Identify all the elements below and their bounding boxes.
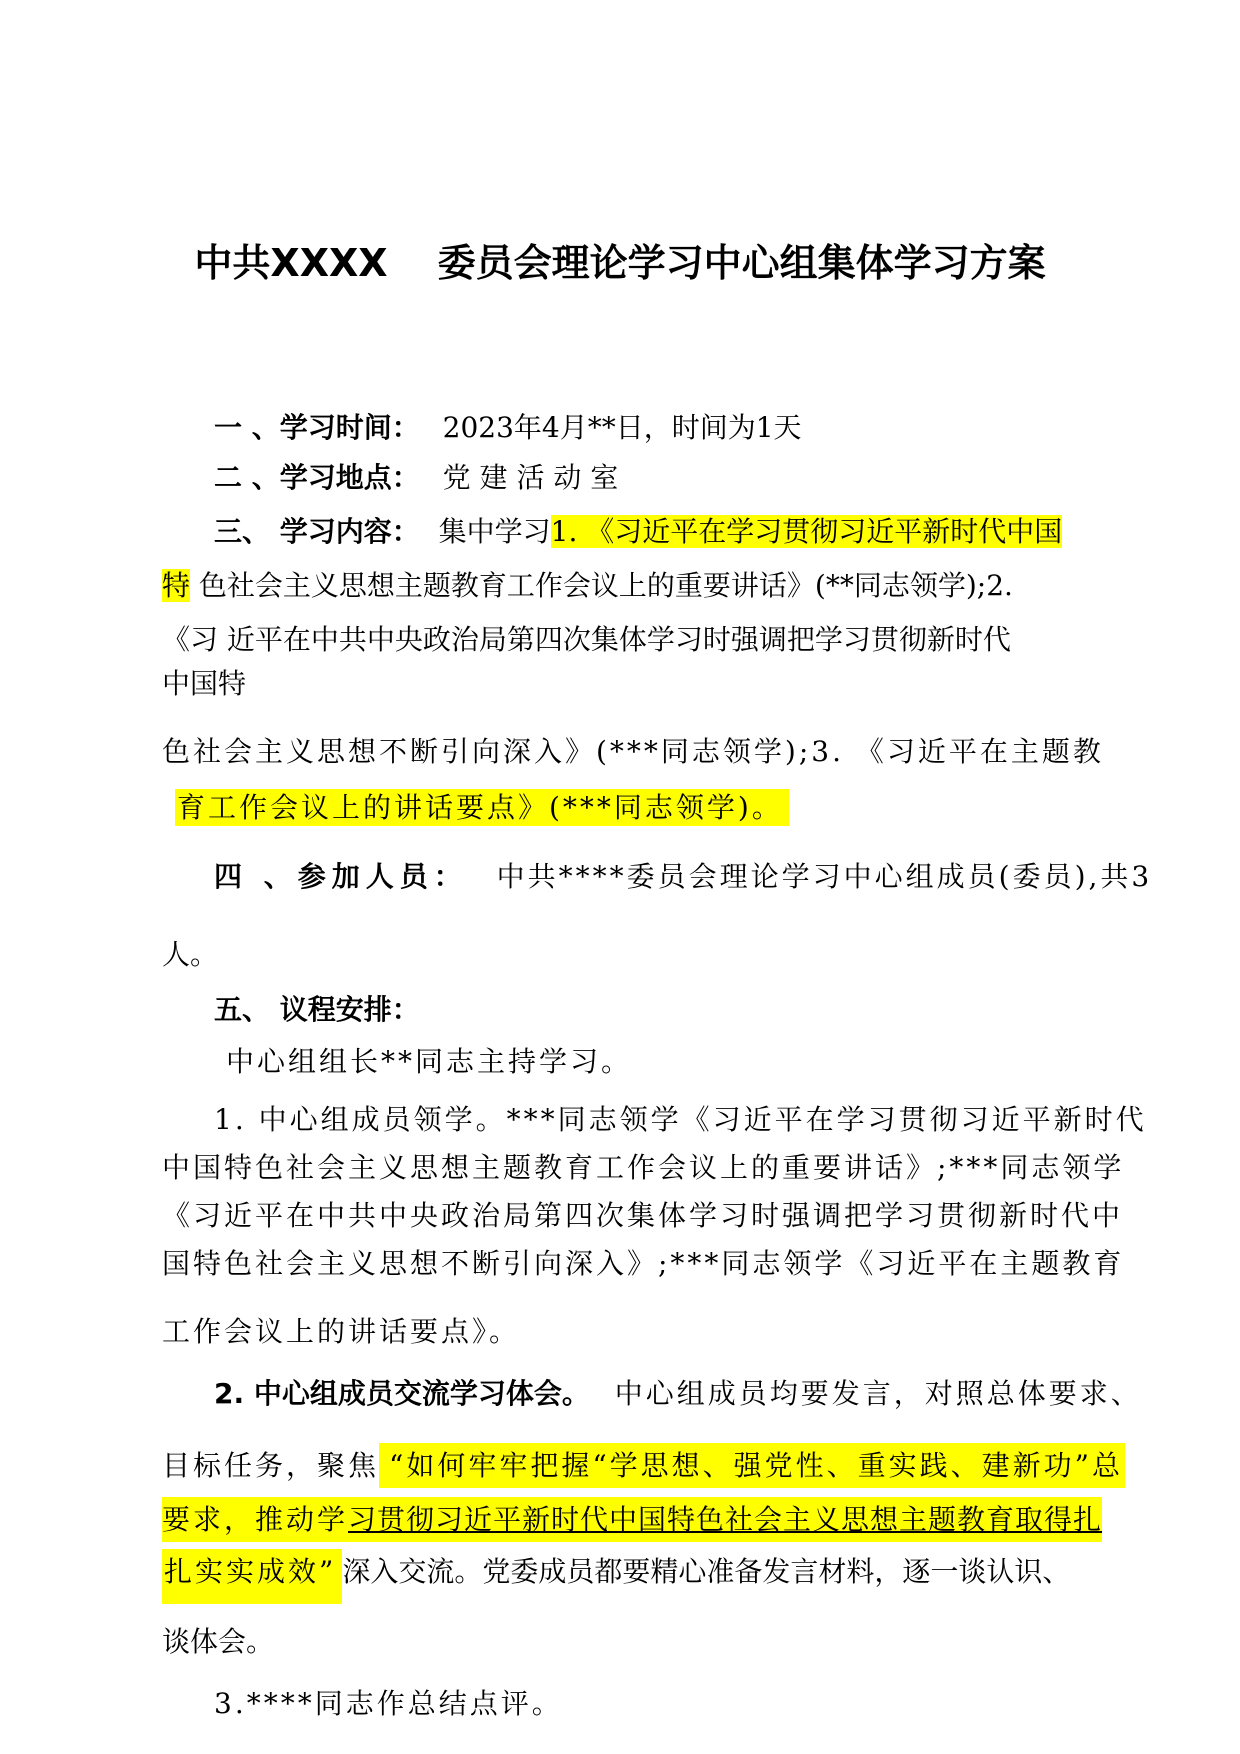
agenda-item-1-line-4: 国特色社会主义思想不断引向深入》;***同志领学《习近平在主题教育 bbox=[162, 1247, 1125, 1280]
agenda-item-2-line-4 bbox=[162, 1552, 1070, 1592]
agenda-item-1-line-1: 1. 中心组成员领学。***同志领学《习近平在学习贯彻习近平新时代 bbox=[214, 1103, 1147, 1136]
agenda-item-1-line-3: 《习近平在中共中央政治局第四次集体学习时强调把学习贯彻新时代中 bbox=[162, 1199, 1124, 1232]
agenda-item-2-text: 中心组成员均要发言，对照总体要求、 bbox=[614, 1377, 1142, 1410]
agenda-item-2-line-5: 谈体会。 bbox=[162, 1625, 275, 1658]
section-participants-label: 四 、参加人员： bbox=[214, 860, 468, 893]
content-line-5: 色社会主义思想不断引向深入》(***同志领学);3. 《习近平在主题教 bbox=[162, 735, 1104, 768]
section-content-label: 三、 学习内容： bbox=[214, 515, 420, 548]
section-time-label: 一 、学习时间： bbox=[214, 411, 420, 444]
agenda-item-2-line-1 bbox=[214, 1374, 1142, 1414]
content-highlight-3: 育工作会议上的讲话要点》(***同志领学)。 bbox=[175, 789, 789, 826]
participants-cont: 人。 bbox=[162, 938, 219, 971]
agenda-item-2-highlight-3: 扎实实成效” bbox=[162, 1549, 342, 1604]
agenda-item-1-line-5: 工作会议上的讲话要点》。 bbox=[162, 1315, 521, 1348]
agenda-item-2-line-3 bbox=[162, 1500, 1102, 1540]
section-time-text: 2023年4月**日，时间为1天 bbox=[442, 411, 802, 444]
content-line-4: 中国特 bbox=[162, 667, 247, 700]
content-line-3: 《习 近平在中共中央政治局第四次集体学习时强调把学习贯彻新时代 bbox=[162, 623, 1011, 656]
agenda-item-2-line-2-pre: 目标任务，聚焦 bbox=[162, 1449, 380, 1482]
section-agenda-label: 五、 议程安排： bbox=[214, 993, 420, 1026]
content-line-2-text: 色社会主义思想主题教育工作会议上的重要讲话》(**同志领学);2. bbox=[198, 569, 1013, 602]
section-location-text: 党 建 活 动 室 bbox=[442, 461, 619, 494]
section-location-label: 二 、学习地点： bbox=[214, 461, 420, 494]
document-title bbox=[0, 238, 1240, 288]
section-content bbox=[214, 512, 1062, 552]
agenda-item-3: 3.****同志作总结点评。 bbox=[214, 1687, 563, 1720]
agenda-item-2-highlight-2b: 习贯彻习近平新时代中国特色社会主义思想主题教育取得扎 bbox=[348, 1497, 1102, 1542]
section-location bbox=[214, 458, 618, 498]
section-content-lead: 集中学习 bbox=[438, 515, 551, 548]
content-line-2 bbox=[162, 566, 1013, 606]
section-agenda bbox=[214, 990, 420, 1030]
agenda-item-2-highlight-2a: 要求，推动学 bbox=[162, 1497, 348, 1542]
section-participants bbox=[214, 857, 1152, 897]
section-time bbox=[214, 408, 802, 448]
content-highlight-1: 1. 《习近平在学习贯彻习近平新时代中国 bbox=[550, 515, 1063, 548]
section-participants-text: 中共****委员会理论学习中心组成员(委员),共3 bbox=[496, 860, 1153, 893]
agenda-host: 中心组组长**同志主持学习。 bbox=[226, 1045, 633, 1078]
content-highlight-2: 特 bbox=[162, 569, 191, 602]
title-main: 委员会理论学习中心组集体学习方案 bbox=[437, 241, 1046, 285]
agenda-item-2-highlight-1: “如何牢牢把握“学思想、强党性、重实践、建新功”总 bbox=[379, 1443, 1125, 1488]
content-line-6 bbox=[175, 788, 789, 828]
agenda-item-1-line-2: 中国特色社会主义思想主题教育工作会议上的重要讲话》;***同志领学 bbox=[162, 1151, 1125, 1184]
agenda-item-2-line-4-text: 深入交流。党委成员都要精心准备发言材料，逐一谈认识、 bbox=[342, 1555, 1071, 1588]
title-org: 中共XXXX bbox=[194, 241, 388, 285]
agenda-item-2-line-2 bbox=[162, 1446, 1125, 1486]
agenda-item-2-label: 2. 中心组成员交流学习体会。 bbox=[214, 1377, 590, 1410]
